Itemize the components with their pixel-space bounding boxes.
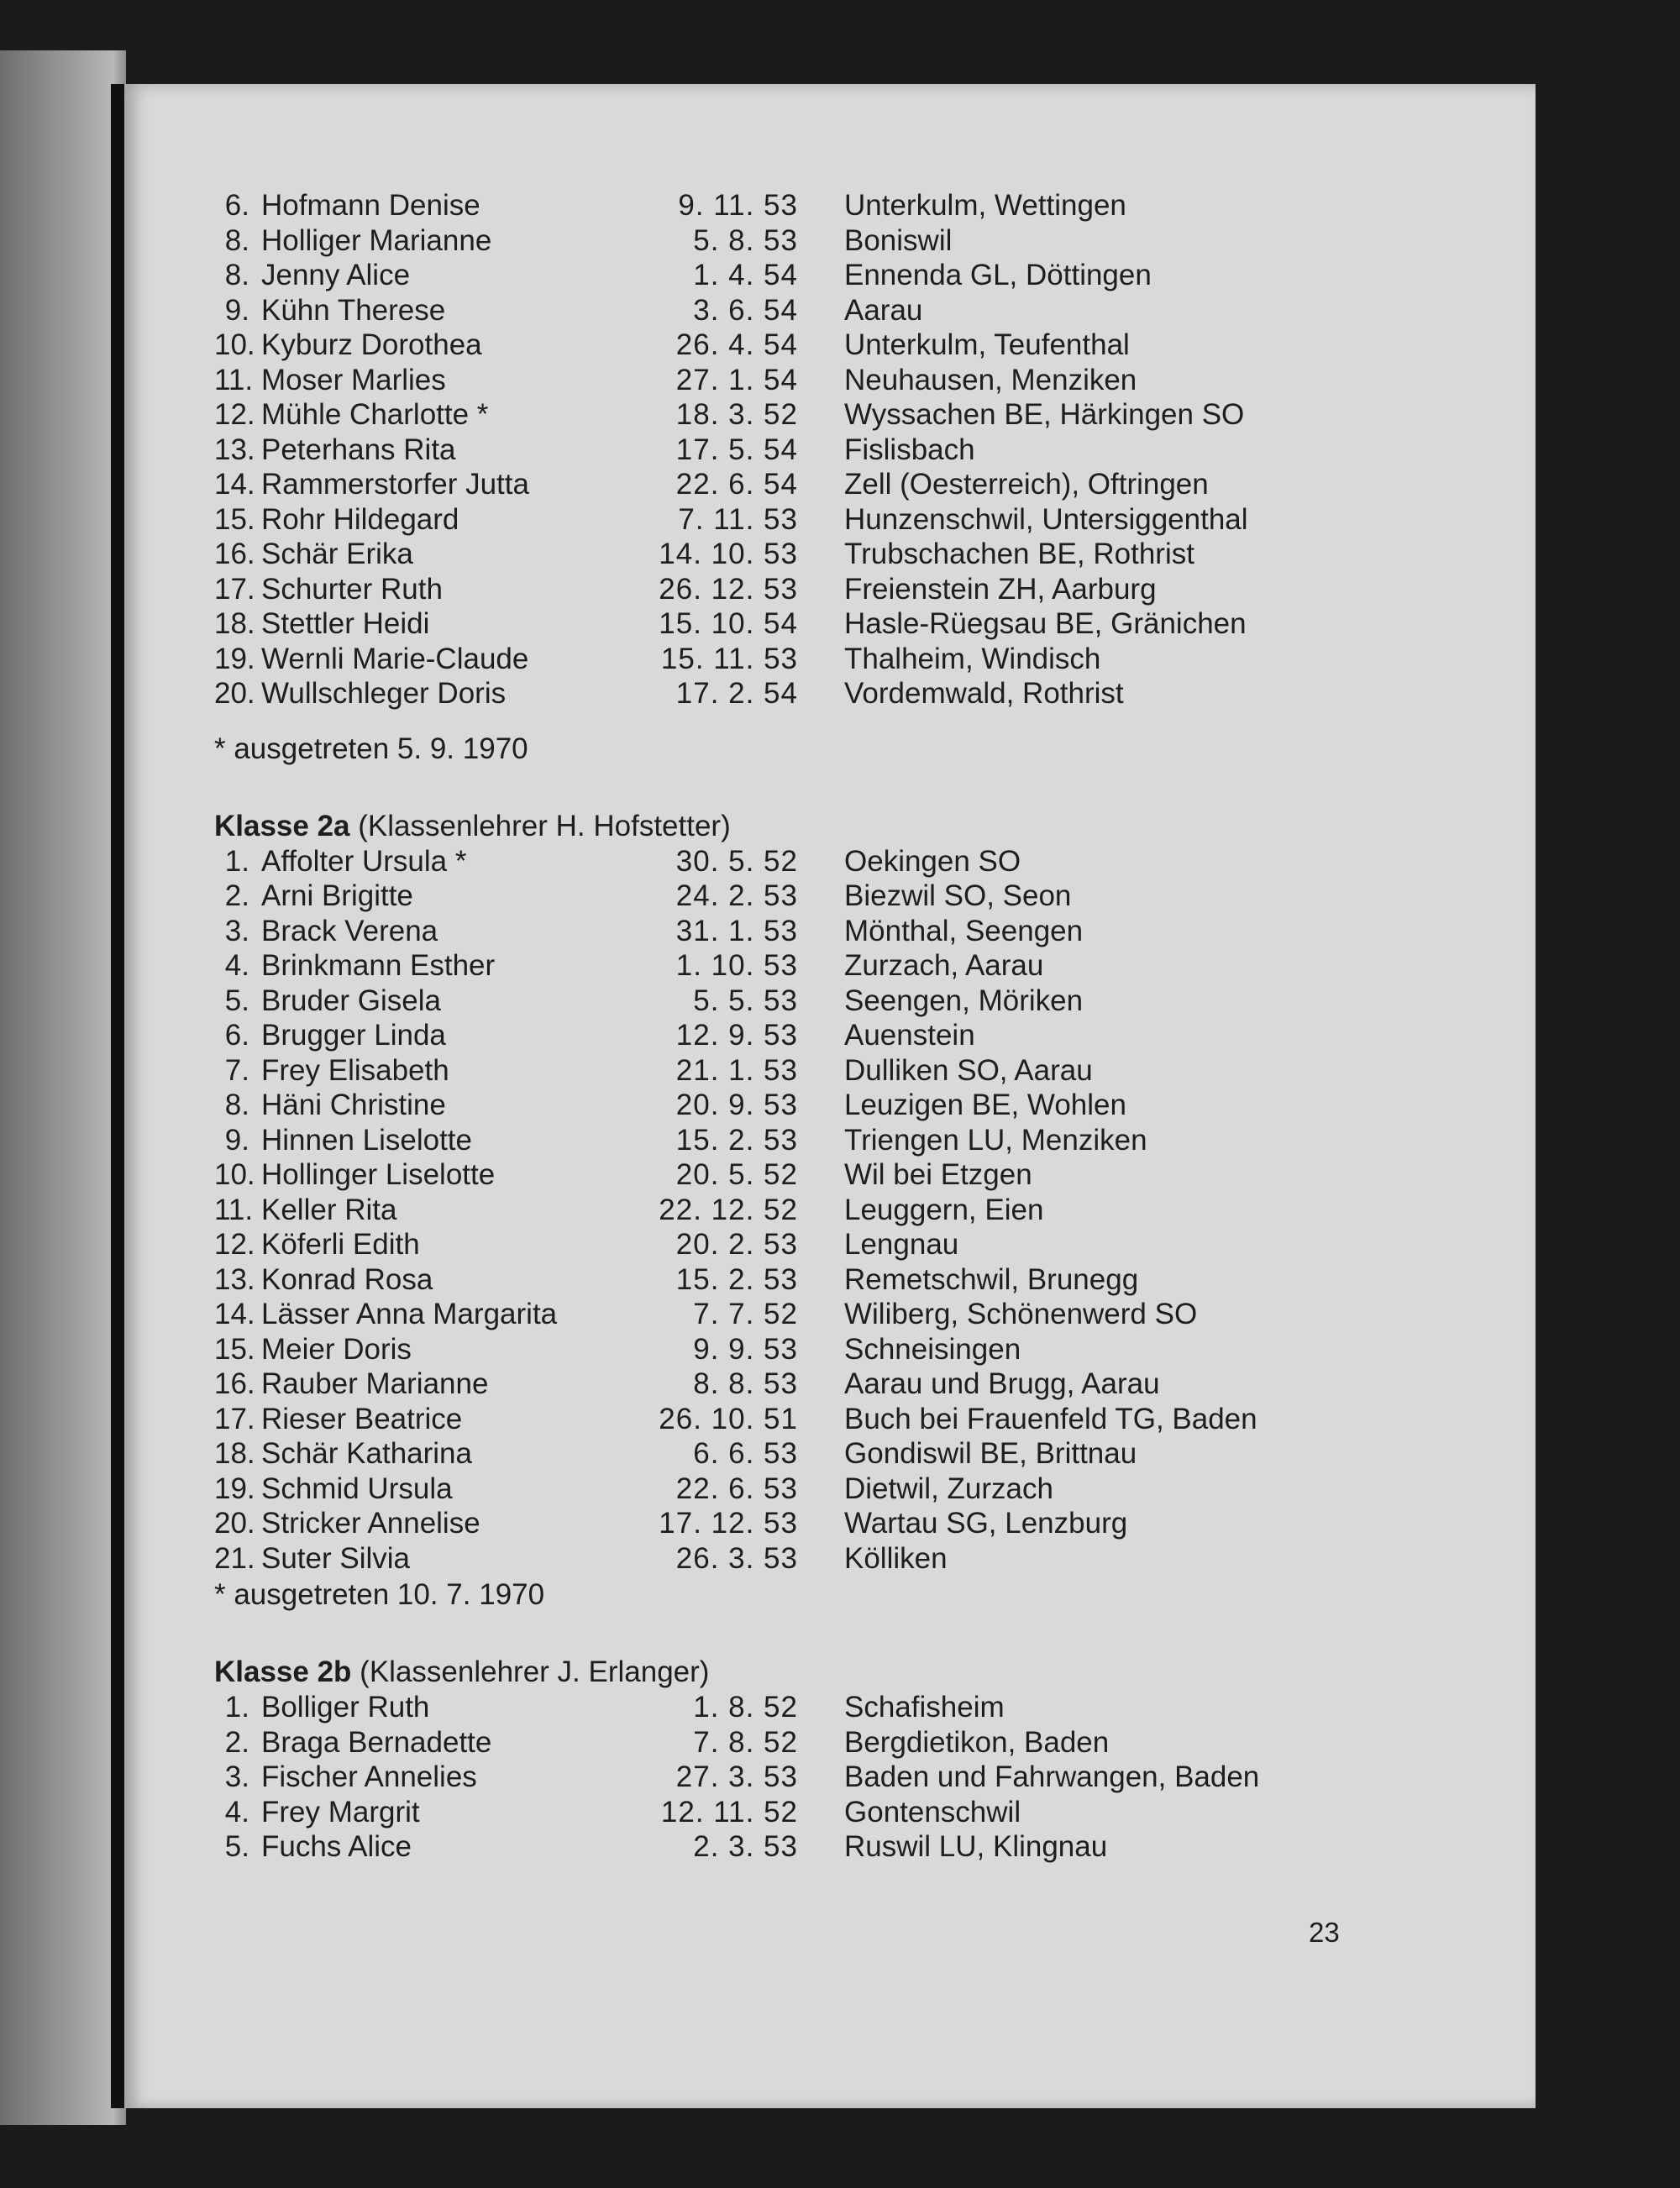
top-footnote: * ausgetreten 5. 9. 1970 xyxy=(214,732,528,765)
student-name: Hofmann Denise xyxy=(261,189,480,222)
student-name: Keller Rita xyxy=(261,1193,397,1226)
student-name: Moser Marlies xyxy=(261,363,446,396)
row-number: 2. xyxy=(224,879,249,912)
birth-date: 5. 5. 53 xyxy=(693,984,798,1017)
row-number: 2. xyxy=(224,1725,249,1759)
hometown: Mönthal, Seengen xyxy=(844,914,1084,947)
hometown: Buch bei Frauenfeld TG, Baden xyxy=(844,1402,1257,1435)
student-name: Kühn Therese xyxy=(261,293,446,327)
klasse-2b-title: Klasse 2b xyxy=(214,1655,352,1688)
row-number: 14. xyxy=(214,1298,255,1330)
row-number: 4. xyxy=(224,949,249,982)
table-row xyxy=(214,573,1373,608)
hometown: Unterkulm, Wettingen xyxy=(844,189,1126,222)
row-number: 13. xyxy=(214,1262,255,1296)
birth-date: 9. 9. 53 xyxy=(693,1332,798,1366)
student-name: Konrad Rosa xyxy=(261,1262,433,1296)
row-number: 6. xyxy=(224,1019,249,1052)
birth-date: 27. 1. 54 xyxy=(675,363,798,396)
birth-date: 7. 7. 52 xyxy=(693,1298,798,1330)
hometown: Leuggern, Eien xyxy=(844,1193,1044,1226)
hometown: Unterkulm, Teufenthal xyxy=(844,328,1130,361)
hometown: Hasle-Rüegsau BE, Gränichen xyxy=(844,607,1247,640)
student-name: Schär Katharina xyxy=(261,1437,472,1470)
table-row xyxy=(214,1333,1373,1368)
hometown: Zurzach, Aarau xyxy=(844,949,1044,982)
table-row xyxy=(214,1263,1373,1299)
student-name: Frey Elisabeth xyxy=(261,1053,449,1087)
birth-date: 21. 1. 53 xyxy=(675,1053,798,1087)
row-number: 10. xyxy=(214,328,255,361)
row-number: 12. xyxy=(214,1228,255,1261)
hometown: Boniswil xyxy=(844,223,953,257)
row-number: 6. xyxy=(224,189,249,222)
hometown: Triengen LU, Menziken xyxy=(844,1123,1147,1157)
row-number: 8. xyxy=(224,1089,249,1121)
top-student-list xyxy=(214,189,1373,712)
hometown: Baden und Fahrwangen, Baden xyxy=(844,1760,1260,1793)
student-name: Rauber Marianne xyxy=(261,1367,489,1400)
birth-date: 26. 12. 53 xyxy=(659,572,798,606)
table-row xyxy=(214,328,1373,364)
birth-date: 15. 2. 53 xyxy=(675,1123,798,1157)
hometown: Thalheim, Windisch xyxy=(844,642,1101,675)
student-name: Rieser Beatrice xyxy=(261,1402,463,1435)
birth-date: 9. 11. 53 xyxy=(678,189,798,222)
row-number: 9. xyxy=(224,1123,249,1157)
table-row xyxy=(214,294,1373,329)
hometown: Aarau und Brugg, Aarau xyxy=(844,1367,1160,1400)
student-name: Hollinger Liselotte xyxy=(261,1158,496,1191)
table-row xyxy=(214,1367,1373,1403)
row-number: 15. xyxy=(214,502,255,536)
table-row xyxy=(214,1542,1373,1577)
klasse-2b-teacher: (Klassenlehrer J. Erlanger) xyxy=(360,1655,710,1688)
table-row xyxy=(214,1796,1373,1831)
row-number: 21. xyxy=(214,1541,255,1575)
birth-date: 22. 6. 53 xyxy=(675,1472,798,1505)
klasse-2b-heading xyxy=(214,1654,1373,1691)
row-number: 4. xyxy=(224,1795,249,1829)
hometown: Wartau SG, Lenzburg xyxy=(844,1507,1128,1540)
birth-date: 5. 8. 53 xyxy=(693,223,798,257)
birth-date: 2. 3. 53 xyxy=(693,1830,798,1863)
row-number: 19. xyxy=(214,1472,255,1505)
hometown: Seengen, Möriken xyxy=(844,984,1084,1017)
row-number: 3. xyxy=(224,1760,249,1793)
row-number: 14. xyxy=(214,468,255,501)
birth-date: 3. 6. 54 xyxy=(693,293,798,327)
row-number: 1. xyxy=(224,844,249,878)
student-name: Mühle Charlotte * xyxy=(261,398,489,431)
table-row xyxy=(214,643,1373,678)
klasse-2a-title: Klasse 2a xyxy=(214,809,350,842)
hometown: Kölliken xyxy=(844,1541,948,1575)
klasse-2a-list xyxy=(214,845,1373,1577)
row-number: 10. xyxy=(214,1158,255,1191)
birth-date: 1. 8. 52 xyxy=(693,1691,798,1724)
birth-date: 17. 5. 54 xyxy=(675,433,798,466)
row-number: 13. xyxy=(214,433,255,466)
hometown: Remetschwil, Brunegg xyxy=(844,1262,1139,1296)
student-name: Stricker Annelise xyxy=(261,1507,480,1540)
student-name: Häni Christine xyxy=(261,1089,446,1121)
hometown: Fislisbach xyxy=(844,433,975,466)
row-number: 17. xyxy=(214,572,255,606)
student-name: Stettler Heidi xyxy=(261,607,430,640)
table-row xyxy=(214,1158,1373,1194)
birth-date: 30. 5. 52 xyxy=(675,844,798,878)
row-number: 3. xyxy=(224,914,249,947)
birth-date: 26. 3. 53 xyxy=(675,1541,798,1575)
student-name: Wernli Marie-Claude xyxy=(261,642,529,675)
hometown: Wiliberg, Schönenwerd SO xyxy=(844,1298,1198,1330)
row-number: 1. xyxy=(224,1691,249,1724)
table-row xyxy=(214,915,1373,950)
birth-date: 31. 1. 53 xyxy=(675,914,798,947)
birth-date: 24. 2. 53 xyxy=(675,879,798,912)
birth-date: 18. 3. 52 xyxy=(675,398,798,431)
student-name: Affolter Ursula * xyxy=(261,844,467,878)
hometown: Ruswil LU, Klingnau xyxy=(844,1830,1108,1863)
row-number: 18. xyxy=(214,607,255,640)
table-row xyxy=(214,1760,1373,1796)
table-row xyxy=(214,677,1373,712)
birth-date: 17. 12. 53 xyxy=(659,1507,798,1540)
table-row xyxy=(214,1228,1373,1263)
row-number: 9. xyxy=(224,293,249,327)
row-number: 5. xyxy=(224,984,249,1017)
row-number: 15. xyxy=(214,1332,255,1366)
student-name: Arni Brigitte xyxy=(261,879,413,912)
birth-date: 15. 2. 53 xyxy=(675,1262,798,1296)
birth-date: 20. 2. 53 xyxy=(675,1228,798,1261)
birth-date: 8. 8. 53 xyxy=(693,1367,798,1400)
row-number: 17. xyxy=(214,1402,255,1435)
hometown: Hunzenschwil, Untersiggenthal xyxy=(844,502,1248,536)
birth-date: 15. 10. 54 xyxy=(659,607,798,640)
birth-date: 7. 8. 52 xyxy=(693,1725,798,1759)
table-row xyxy=(214,1124,1373,1159)
birth-date: 1. 10. 53 xyxy=(675,949,798,982)
row-number: 7. xyxy=(224,1053,249,1087)
student-name: Schär Erika xyxy=(261,538,413,570)
student-name: Fischer Annelies xyxy=(261,1760,477,1793)
student-name: Suter Silvia xyxy=(261,1541,411,1575)
table-row xyxy=(214,845,1373,880)
student-name: Brack Verena xyxy=(261,914,438,947)
student-name: Schmid Ursula xyxy=(261,1472,453,1505)
klasse-2a-heading xyxy=(214,808,1373,845)
facing-page-edge xyxy=(0,50,126,2125)
table-row xyxy=(214,1019,1373,1054)
row-number: 20. xyxy=(214,1507,255,1540)
table-row xyxy=(214,984,1373,1020)
table-row xyxy=(214,1089,1373,1124)
hometown: Auenstein xyxy=(844,1019,975,1052)
birth-date: 15. 11. 53 xyxy=(660,642,798,675)
hometown: Leuzigen BE, Wohlen xyxy=(844,1089,1126,1121)
hometown: Ennenda GL, Döttingen xyxy=(844,259,1152,291)
student-name: Brugger Linda xyxy=(261,1019,446,1052)
klasse-2a-footnote: * ausgetreten 10. 7. 1970 xyxy=(214,1578,545,1611)
row-number: 8. xyxy=(224,223,249,257)
birth-date: 17. 2. 54 xyxy=(675,677,798,710)
birth-date: 12. 11. 52 xyxy=(660,1795,798,1829)
hometown: Schafisheim xyxy=(844,1691,1005,1724)
birth-date: 22. 12. 52 xyxy=(659,1193,798,1226)
table-row xyxy=(214,189,1373,224)
row-number: 20. xyxy=(214,677,255,710)
hometown: Gontenschwil xyxy=(844,1795,1021,1829)
table-row xyxy=(214,607,1373,643)
birth-date: 12. 9. 53 xyxy=(675,1019,798,1052)
table-row xyxy=(214,1830,1373,1865)
hometown: Gondiswil BE, Brittnau xyxy=(844,1437,1137,1470)
student-name: Holliger Marianne xyxy=(261,223,492,257)
hometown: Aarau xyxy=(844,293,923,327)
student-name: Bolliger Ruth xyxy=(261,1691,430,1724)
student-name: Frey Margrit xyxy=(261,1795,420,1829)
row-number: 19. xyxy=(214,642,255,675)
table-row xyxy=(214,1507,1373,1542)
table-row xyxy=(214,1194,1373,1229)
row-number: 16. xyxy=(214,538,255,570)
student-name: Rohr Hildegard xyxy=(261,502,459,536)
page-number: 23 xyxy=(1309,1917,1340,1948)
birth-date: 1. 4. 54 xyxy=(693,259,798,291)
student-name: Brinkmann Esther xyxy=(261,949,496,982)
table-row xyxy=(214,1298,1373,1333)
student-name: Lässer Anna Margarita xyxy=(261,1298,558,1330)
table-row xyxy=(214,1691,1373,1726)
birth-date: 20. 5. 52 xyxy=(675,1158,798,1191)
table-row xyxy=(214,468,1373,503)
klasse-2a-teacher: (Klassenlehrer H. Hofstetter) xyxy=(358,809,731,842)
table-row xyxy=(214,364,1373,399)
student-name: Fuchs Alice xyxy=(261,1830,412,1863)
row-number: 16. xyxy=(214,1367,255,1400)
hometown: Wyssachen BE, Härkingen SO xyxy=(844,398,1245,431)
klasse-2b-list xyxy=(214,1691,1373,1865)
row-number: 11. xyxy=(214,363,254,396)
table-row xyxy=(214,949,1373,984)
row-number: 12. xyxy=(214,398,255,431)
hometown: Neuhausen, Menziken xyxy=(844,363,1137,396)
hometown: Oekingen SO xyxy=(844,844,1021,878)
hometown: Biezwil SO, Seon xyxy=(844,879,1072,912)
student-list xyxy=(214,189,1373,1865)
hometown: Dulliken SO, Aarau xyxy=(844,1053,1093,1087)
row-number: 18. xyxy=(214,1437,255,1470)
table-row xyxy=(214,538,1373,573)
student-name: Hinnen Liselotte xyxy=(261,1123,472,1157)
student-name: Rammerstorfer Jutta xyxy=(261,468,529,501)
student-name: Jenny Alice xyxy=(261,259,411,291)
birth-date: 26. 4. 54 xyxy=(675,328,798,361)
table-row xyxy=(214,433,1373,469)
hometown: Wil bei Etzgen xyxy=(844,1158,1032,1191)
row-number: 5. xyxy=(224,1830,249,1863)
hometown: Trubschachen BE, Rothrist xyxy=(844,538,1194,570)
table-row xyxy=(214,1472,1373,1508)
table-row xyxy=(214,503,1373,538)
hometown: Freienstein ZH, Aarburg xyxy=(844,572,1157,606)
hometown: Schneisingen xyxy=(844,1332,1021,1366)
table-row xyxy=(214,1726,1373,1761)
hometown: Dietwil, Zurzach xyxy=(844,1472,1053,1505)
hometown: Lengnau xyxy=(844,1228,959,1261)
birth-date: 14. 10. 53 xyxy=(659,538,798,570)
row-number: 8. xyxy=(224,259,249,291)
birth-date: 26. 10. 51 xyxy=(659,1402,798,1435)
student-name: Kyburz Dorothea xyxy=(261,328,482,361)
birth-date: 6. 6. 53 xyxy=(693,1437,798,1470)
student-name: Wullschleger Doris xyxy=(261,677,507,710)
student-name: Bruder Gisela xyxy=(261,984,441,1017)
hometown: Zell (Oesterreich), Oftringen xyxy=(844,468,1209,501)
table-row xyxy=(214,224,1373,260)
hometown: Bergdietikon, Baden xyxy=(844,1725,1110,1759)
table-row xyxy=(214,398,1373,433)
table-row xyxy=(214,1054,1373,1089)
student-name: Schurter Ruth xyxy=(261,572,443,606)
row-number: 11. xyxy=(214,1193,254,1226)
birth-date: 20. 9. 53 xyxy=(675,1089,798,1121)
birth-date: 27. 3. 53 xyxy=(675,1760,798,1793)
student-name: Meier Doris xyxy=(261,1332,412,1366)
table-row xyxy=(214,1403,1373,1438)
table-row xyxy=(214,1437,1373,1472)
student-name: Köferli Edith xyxy=(261,1228,420,1261)
student-name: Peterhans Rita xyxy=(261,433,456,466)
birth-date: 22. 6. 54 xyxy=(675,468,798,501)
birth-date: 7. 11. 53 xyxy=(678,502,798,536)
hometown: Vordemwald, Rothrist xyxy=(844,677,1124,710)
table-row xyxy=(214,259,1373,294)
student-name: Braga Bernadette xyxy=(261,1725,492,1759)
table-row xyxy=(214,879,1373,915)
